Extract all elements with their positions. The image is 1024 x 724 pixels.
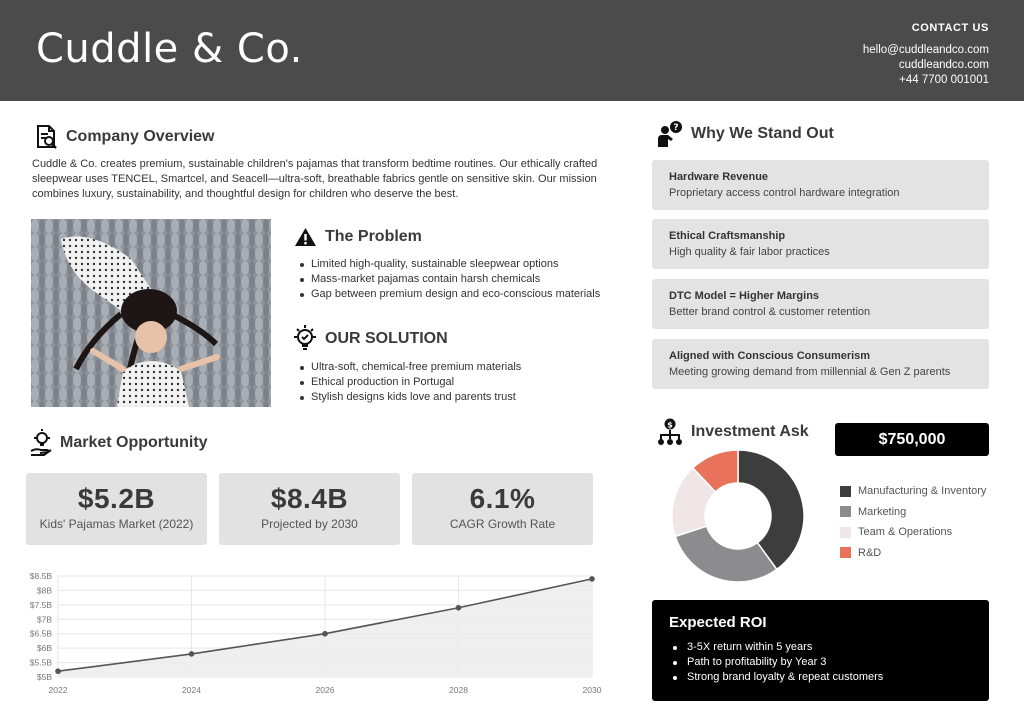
x-tick-label: 2022: [48, 685, 68, 695]
money-network-icon: [657, 418, 683, 446]
contact-phone: +44 7700 001001: [899, 74, 989, 86]
solution-heading: [293, 325, 448, 353]
legend-swatch: [840, 486, 851, 497]
stat-card: [26, 473, 207, 545]
legend-item: [840, 522, 986, 543]
standout-heading: [657, 120, 834, 148]
svg-text:?: ?: [673, 123, 679, 133]
problem-heading: [294, 227, 422, 247]
legend-label: Manufacturing & Inventory: [858, 485, 987, 498]
solution-list: [298, 360, 618, 405]
solution-title: OUR SOLUTION: [325, 330, 448, 347]
card-title: Hardware Revenue: [669, 171, 769, 183]
legend-label: R&D: [858, 546, 882, 559]
market-growth-chart: [24, 565, 604, 700]
investment-title: Investment Ask: [691, 423, 809, 440]
brand-name: Cuddle & Co.: [36, 26, 303, 72]
roi-title: Expected ROI: [669, 614, 767, 631]
data-point: [189, 651, 195, 657]
person-question-icon: [657, 120, 683, 148]
y-tick-label: $8B: [36, 585, 52, 596]
legend-swatch: [840, 547, 851, 558]
overview-heading: [36, 125, 215, 149]
stat-label: CAGR Growth Rate: [449, 517, 556, 531]
list-item: Gap between premium design and eco-conscious materials: [298, 287, 628, 302]
overview-title: Company Overview: [66, 128, 215, 145]
stat-label: Projected by 2030: [261, 517, 358, 531]
idea-hand-icon: [30, 429, 52, 457]
roi-panel: [652, 600, 989, 701]
header-banner: [0, 0, 1024, 101]
roi-list: [669, 640, 972, 685]
stat-value: $8.4B: [270, 483, 349, 514]
contact-block: [863, 22, 989, 88]
kids-photo: [31, 219, 271, 407]
standout-card: [652, 279, 989, 329]
stat-value: 6.1%: [469, 483, 536, 514]
market-title: Market Opportunity: [60, 434, 208, 451]
list-item: Path to profitability by Year 3: [669, 655, 972, 670]
problem-title: The Problem: [325, 228, 422, 245]
standout-title: Why We Stand Out: [691, 125, 834, 142]
standout-card: [652, 219, 989, 269]
standout-card: [652, 160, 989, 210]
lightbulb-icon: [293, 325, 317, 353]
legend-item: [840, 502, 986, 523]
svg-text:$: $: [667, 420, 673, 430]
allocation-legend: [840, 481, 986, 563]
card-title: DTC Model = Higher Margins: [669, 290, 820, 302]
data-point: [322, 631, 328, 637]
investment-amount: $750,000: [835, 423, 989, 456]
card-title: Aligned with Conscious Consumerism: [669, 350, 871, 362]
market-heading: [30, 429, 208, 457]
card-desc: Proprietary access control hardware integration: [669, 187, 900, 199]
list-item: Strong brand loyalty & repeat customers: [669, 670, 972, 685]
contact-website[interactable]: cuddleandco.com: [898, 59, 989, 71]
stat-label: Kids' Pajamas Market (2022): [39, 517, 194, 531]
list-item: Limited high-quality, sustainable sleepwear options: [298, 257, 628, 272]
list-item: Ultra-soft, chemical-free premium materials: [298, 360, 618, 375]
investment-heading: [657, 418, 809, 446]
y-tick-label: $5B: [36, 672, 52, 682]
list-item: 3-5X return within 5 years: [669, 640, 972, 655]
x-tick-label: 2026: [315, 685, 335, 695]
x-tick-label: 2028: [449, 685, 468, 695]
data-point: [55, 668, 61, 674]
legend-label: Team & Operations: [858, 526, 953, 539]
data-point: [456, 605, 462, 611]
overview-text: Cuddle & Co. creates premium, sustainable children's pajamas that transform bedtime routines. Our ethically crafted sleepwear uses TENCEL, Smartcel, and Seacell—ultra-soft, breathable fabrics gentle on sensitive skin. Our mission combines luxury, sustainability, and thoughtful design for children who deserve the best.: [32, 158, 598, 200]
card-title: Ethical Craftsmanship: [669, 230, 786, 242]
contact-title: CONTACT US: [911, 22, 989, 34]
donut-slice: [675, 526, 777, 582]
legend-label: Marketing: [858, 505, 907, 518]
y-tick-label: $7.5B: [29, 599, 52, 610]
legend-swatch: [840, 506, 851, 517]
stat-card: [219, 473, 400, 545]
list-item: Ethical production in Portugal: [298, 375, 618, 390]
contact-email[interactable]: hello@cuddleandco.com: [862, 44, 989, 56]
list-item: Stylish designs kids love and parents trust: [298, 390, 618, 405]
allocation-donut-chart: [668, 446, 808, 586]
problem-list: [298, 257, 628, 302]
y-tick-label: $8.5B: [29, 571, 52, 581]
y-tick-label: $5.5B: [29, 657, 52, 668]
stat-card: [412, 473, 593, 545]
card-desc: High quality & fair labor practices: [669, 246, 830, 258]
y-tick-label: $6.5B: [29, 628, 52, 639]
standout-card: [652, 339, 989, 389]
y-tick-label: $7B: [36, 614, 52, 625]
warning-icon: [294, 227, 317, 247]
card-desc: Better brand control & customer retention: [669, 306, 871, 318]
y-tick-label: $6B: [36, 643, 52, 654]
x-tick-label: 2024: [182, 685, 201, 695]
legend-item: [840, 543, 986, 564]
list-item: Mass-market pajamas contain harsh chemicals: [298, 272, 628, 287]
data-point: [589, 576, 595, 582]
stat-value: $5.2B: [77, 483, 156, 514]
card-desc: Meeting growing demand from millennial & Gen Z parents: [669, 366, 951, 378]
legend-swatch: [840, 527, 851, 538]
document-search-icon: [36, 125, 58, 149]
x-tick-label: 2030: [582, 685, 602, 695]
legend-item: [840, 481, 986, 502]
